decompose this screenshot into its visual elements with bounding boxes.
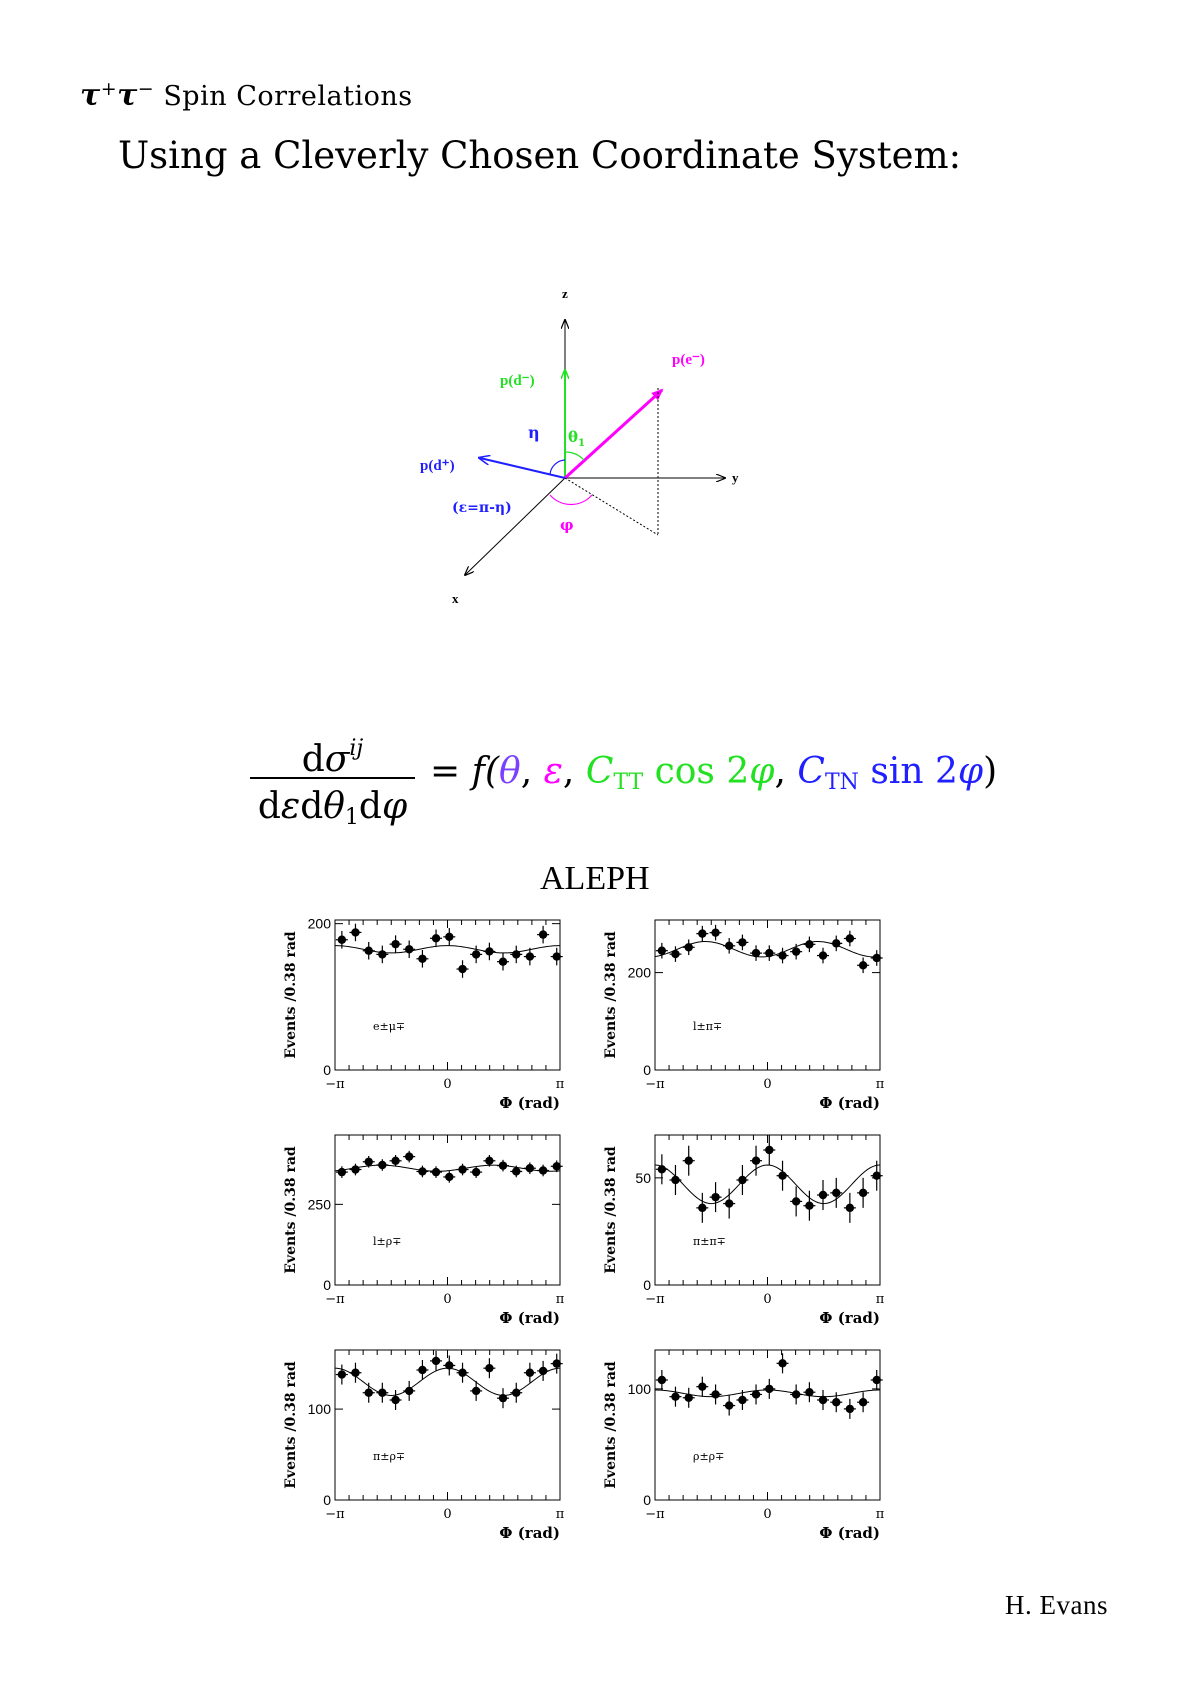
x-tick-label: 0: [763, 1507, 772, 1522]
y-tick-label: 0: [643, 1277, 651, 1293]
data-point: [539, 1166, 547, 1174]
data-point: [859, 1398, 867, 1406]
x-tick-label: π: [555, 1292, 565, 1307]
formula-theta: θ: [499, 751, 521, 792]
data-point: [499, 1394, 507, 1402]
formula-close: ): [983, 751, 998, 792]
formula-comma-1: ,: [520, 751, 533, 792]
pe-minus-vector: [565, 390, 662, 478]
num-d: d: [301, 739, 325, 780]
formula-comma-3: ,: [774, 751, 786, 792]
data-point: [458, 1165, 466, 1173]
x-tick-label: 0: [443, 1077, 452, 1092]
formula-sin: sin 2: [870, 751, 958, 792]
pd-plus-label: p(d⁺): [420, 458, 455, 474]
data-point: [792, 947, 800, 955]
data-point: [405, 1152, 413, 1160]
channel-label: l±π∓: [693, 1020, 723, 1033]
formula-phi-1: φ: [749, 751, 775, 792]
phi-label: φ: [560, 516, 574, 534]
data-point: [418, 1167, 426, 1175]
theta-label: [568, 428, 585, 449]
x-tick-label: −π: [645, 1077, 665, 1092]
data-point: [671, 1176, 679, 1184]
page-header: [80, 78, 413, 113]
data-point: [351, 1165, 359, 1173]
pd-minus-label: p(d⁻): [500, 373, 535, 389]
data-point: [378, 1389, 386, 1397]
data-point: [846, 1405, 854, 1413]
data-point: [445, 1361, 453, 1369]
data-point: [698, 1204, 706, 1212]
data-point: [725, 1401, 733, 1409]
data-point: [873, 954, 881, 962]
y-tick-label: 100: [307, 1401, 331, 1418]
aleph-label: ALEPH: [540, 860, 650, 897]
data-point: [832, 1189, 840, 1197]
data-point: [658, 1376, 666, 1384]
coordinate-diagram: [390, 280, 770, 620]
x-axis-label: Φ (rad): [819, 1094, 880, 1112]
header-tau-2: τ: [117, 78, 138, 113]
channel-label: e±μ∓: [373, 1020, 406, 1033]
y-axis-label: Events /0.38 rad: [603, 1146, 619, 1274]
x-tick-label: 0: [763, 1077, 772, 1092]
data-point: [553, 1162, 561, 1170]
data-point: [805, 940, 813, 948]
channel-label: π±π∓: [693, 1235, 726, 1248]
x-tick-label: −π: [325, 1507, 345, 1522]
axis-z-label: z: [562, 286, 568, 301]
data-point: [805, 1202, 813, 1210]
num-sigma: σ: [324, 739, 350, 780]
data-point: [738, 1176, 746, 1184]
formula-ctt-term: [585, 751, 775, 795]
x-tick-label: −π: [325, 1292, 345, 1307]
data-point: [778, 1359, 786, 1367]
header-plus: +: [100, 78, 118, 100]
x-axis-label: Φ (rad): [819, 1524, 880, 1542]
formula-ctt-sub: TT: [613, 770, 644, 795]
data-point: [499, 1161, 507, 1169]
data-point: [698, 929, 706, 937]
data-point: [445, 933, 453, 941]
data-point: [458, 965, 466, 973]
formula-ctn-term: [797, 751, 984, 795]
data-point: [391, 1157, 399, 1165]
data-point: [526, 1164, 534, 1172]
data-point: [819, 951, 827, 959]
data-point: [472, 950, 480, 958]
data-point: [351, 1369, 359, 1377]
data-point: [859, 1189, 867, 1197]
x-tick-label: −π: [645, 1507, 665, 1522]
y-tick-label: 0: [643, 1062, 651, 1078]
num-sup: ij: [349, 736, 364, 761]
data-point: [512, 1167, 520, 1175]
y-tick-label: 250: [307, 1196, 331, 1213]
x-tick-label: π: [555, 1077, 565, 1092]
data-point: [553, 1359, 561, 1367]
data-point: [819, 1191, 827, 1199]
y-tick-label: 50: [635, 1169, 651, 1186]
data-point: [526, 1369, 534, 1377]
header-minus: −: [137, 78, 155, 100]
data-point: [873, 1172, 881, 1180]
plot-panel-4: [603, 1135, 885, 1327]
data-point: [711, 928, 719, 936]
data-point: [512, 1389, 520, 1397]
x-axis-label: Φ (rad): [499, 1094, 560, 1112]
data-point: [792, 1197, 800, 1205]
y-axis-label: Events /0.38 rad: [603, 1361, 619, 1489]
formula-fraction: [250, 725, 415, 831]
x-tick-label: π: [555, 1507, 565, 1522]
y-tick-label: 0: [323, 1062, 331, 1078]
header-text: Spin Correlations: [163, 81, 413, 112]
data-point: [472, 1387, 480, 1395]
epsilon-label: (ε=π-η): [452, 500, 512, 516]
data-point: [458, 1369, 466, 1377]
x-axis: [465, 478, 565, 575]
phi-arc: [550, 495, 592, 504]
data-point: [698, 1382, 706, 1390]
data-point: [553, 952, 561, 960]
y-axis-label: Events /0.38 rad: [603, 931, 619, 1059]
channel-label: π±ρ∓: [373, 1450, 406, 1463]
data-point: [832, 1398, 840, 1406]
data-point: [711, 1390, 719, 1398]
axis-y-label: y: [732, 470, 739, 485]
data-point: [526, 952, 534, 960]
data-point: [378, 950, 386, 958]
formula-equals: =: [430, 751, 461, 792]
plot-panel-5: [283, 1350, 565, 1542]
data-point: [671, 950, 679, 958]
y-tick-label: 0: [323, 1492, 331, 1508]
x-axis-label: Φ (rad): [499, 1309, 560, 1327]
eta-label: η: [528, 423, 540, 442]
eta-arc: [550, 460, 565, 474]
data-point: [365, 947, 373, 955]
x-tick-label: π: [875, 1507, 885, 1522]
data-point: [485, 1157, 493, 1165]
formula-cos: cos 2: [654, 751, 750, 792]
data-point: [778, 1172, 786, 1180]
data-point: [685, 1394, 693, 1402]
y-axis-label: Events /0.38 rad: [283, 931, 299, 1059]
x-tick-label: π: [875, 1077, 885, 1092]
data-point: [778, 951, 786, 959]
data-point: [873, 1376, 881, 1384]
data-point: [485, 1364, 493, 1372]
projection-line: [565, 478, 658, 535]
data-point: [391, 1396, 399, 1404]
data-point: [685, 1157, 693, 1165]
plot-panel-2: [603, 920, 885, 1112]
den-theta: θ: [323, 786, 345, 827]
formula-f-open: f(: [471, 751, 499, 792]
data-point: [338, 936, 346, 944]
data-point: [365, 1158, 373, 1166]
data-point: [351, 928, 359, 936]
formula-ctn: C: [797, 751, 825, 792]
data-point: [432, 934, 440, 942]
data-point: [711, 1193, 719, 1201]
formula-numerator: [250, 725, 415, 780]
data-point: [765, 1146, 773, 1154]
data-point: [539, 1367, 547, 1375]
den-d1: d: [257, 786, 281, 827]
den-theta-sub: 1: [344, 805, 359, 830]
theta-subscript: 1: [578, 438, 585, 449]
data-point: [445, 1173, 453, 1181]
data-point: [765, 949, 773, 957]
data-point: [418, 1366, 426, 1374]
formula-eps: ε: [543, 751, 563, 792]
formula-denominator: [250, 783, 415, 831]
x-axis-label: Φ (rad): [819, 1309, 880, 1327]
data-point: [846, 934, 854, 942]
data-point: [391, 940, 399, 948]
data-point: [485, 947, 493, 955]
data-point: [365, 1389, 373, 1397]
x-axis-label: Φ (rad): [499, 1524, 560, 1542]
data-point: [512, 950, 520, 958]
data-point: [685, 943, 693, 951]
y-axis-label: Events /0.38 rad: [283, 1361, 299, 1489]
formula-ctn-sub: TN: [824, 770, 859, 795]
data-point: [658, 946, 666, 954]
plot-frame: [655, 1350, 880, 1500]
data-point: [472, 1168, 480, 1176]
data-point: [819, 1396, 827, 1404]
x-tick-label: π: [875, 1292, 885, 1307]
aleph-plots-grid: [255, 905, 915, 1575]
plot-panel-1: [283, 916, 565, 1112]
pe-minus-label: p(e⁻): [672, 352, 705, 368]
data-point: [738, 1396, 746, 1404]
y-tick-label: 200: [627, 964, 651, 981]
data-point: [338, 1168, 346, 1176]
data-point: [752, 1157, 760, 1165]
data-point: [752, 1390, 760, 1398]
channel-label: ρ±ρ∓: [693, 1450, 725, 1463]
den-d3: d: [358, 786, 382, 827]
data-point: [658, 1165, 666, 1173]
data-point: [499, 958, 507, 966]
data-point: [738, 938, 746, 946]
formula-rhs: [430, 751, 997, 795]
theta-symbol: θ: [568, 428, 579, 446]
axis-x-label: x: [452, 591, 459, 606]
data-point: [752, 949, 760, 957]
x-tick-label: −π: [325, 1077, 345, 1092]
data-point: [846, 1204, 854, 1212]
y-tick-label: 0: [643, 1492, 651, 1508]
formula-comma-2: ,: [562, 751, 575, 792]
data-point: [792, 1390, 800, 1398]
y-tick-label: 100: [627, 1380, 651, 1397]
plot-panel-6: [603, 1350, 885, 1542]
y-tick-label: 200: [307, 915, 331, 932]
data-point: [539, 930, 547, 938]
den-eps: ε: [280, 786, 301, 827]
theta-arc: [565, 452, 584, 460]
data-point: [725, 942, 733, 950]
page-subtitle: Using a Cleverly Chosen Coordinate System:: [118, 134, 962, 177]
data-point: [405, 1387, 413, 1395]
cross-section-formula: [250, 725, 1000, 830]
header-tau-1: τ: [80, 78, 101, 113]
data-point: [805, 1388, 813, 1396]
formula-phi-2: φ: [957, 751, 984, 792]
data-point: [725, 1199, 733, 1207]
data-point: [432, 1168, 440, 1176]
plot-panel-3: [283, 1135, 565, 1327]
x-tick-label: 0: [443, 1292, 452, 1307]
x-tick-label: 0: [763, 1292, 772, 1307]
data-point: [378, 1161, 386, 1169]
data-point: [832, 939, 840, 947]
data-point: [765, 1385, 773, 1393]
x-tick-label: 0: [443, 1507, 452, 1522]
data-point: [859, 961, 867, 969]
data-point: [338, 1370, 346, 1378]
den-phi: φ: [381, 786, 408, 827]
formula-ctt: C: [585, 751, 614, 792]
data-point: [418, 955, 426, 963]
y-tick-label: 0: [323, 1277, 331, 1293]
data-point: [671, 1392, 679, 1400]
data-point: [405, 945, 413, 953]
x-tick-label: −π: [645, 1292, 665, 1307]
y-axis-label: Events /0.38 rad: [283, 1146, 299, 1274]
data-point: [432, 1357, 440, 1365]
author-name: H. Evans: [1005, 1590, 1108, 1620]
den-d2: d: [300, 786, 324, 827]
channel-label: l±ρ∓: [373, 1235, 402, 1248]
